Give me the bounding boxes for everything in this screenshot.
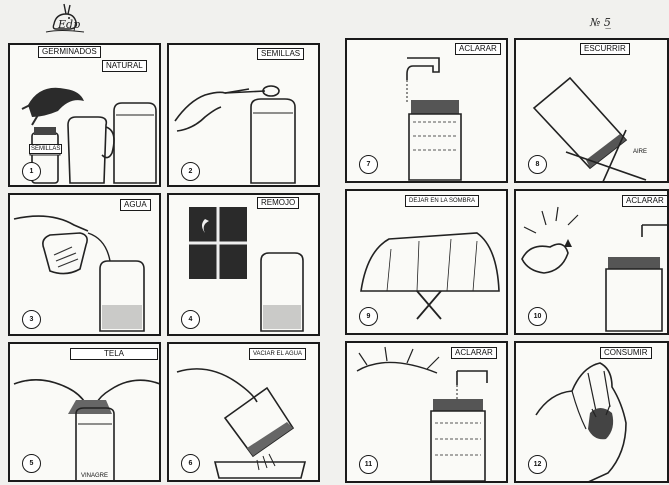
step-6-label: VACIAR EL AGUA xyxy=(249,348,306,360)
step-panel-6 xyxy=(167,342,320,482)
step-12-number: 12 xyxy=(528,455,547,474)
step-8-number: 8 xyxy=(528,155,547,174)
step-10-label: ACLARAR xyxy=(622,195,668,207)
header-right-mark: № 5̲ xyxy=(590,16,611,29)
step-panel-1 xyxy=(8,43,161,187)
step-2-label: SEMILLAS xyxy=(257,48,304,60)
step-5-label: TELA xyxy=(70,348,158,360)
step-9-number: 9 xyxy=(359,307,378,326)
step-panel-3 xyxy=(8,193,161,336)
step-10-number: 10 xyxy=(528,307,547,326)
step-4-label: REMOJO xyxy=(257,197,299,209)
step-5-jar-label: VINAGRE xyxy=(81,473,109,479)
step-1-jar-label: SEMILLAS xyxy=(31,146,61,152)
step-11-label: ACLARAR xyxy=(451,347,497,359)
step-4-number: 4 xyxy=(181,310,200,329)
step-panel-5 xyxy=(8,342,161,482)
step-panel-8 xyxy=(514,38,669,183)
step-panel-4 xyxy=(167,193,320,336)
step-panel-11 xyxy=(345,341,508,483)
step-3-number: 3 xyxy=(22,310,41,329)
step-panel-7 xyxy=(345,38,508,183)
step-panel-2 xyxy=(167,43,320,187)
step-6-number: 6 xyxy=(181,454,200,473)
step-panel-9 xyxy=(345,189,508,335)
step-8-label: ESCURRIR xyxy=(580,43,630,55)
step-panel-10 xyxy=(514,189,669,335)
step-11-number: 11 xyxy=(359,455,378,474)
step-1-number: 1 xyxy=(22,162,41,181)
step-12-label: CONSUMIR xyxy=(600,347,652,359)
step-5-number: 5 xyxy=(22,454,41,473)
header-left-mark: Edp xyxy=(58,18,81,31)
step-2-number: 2 xyxy=(181,162,200,181)
step-8-caption: AIRE xyxy=(633,149,648,155)
step-9-label: DEJAR EN LA SOMBRA xyxy=(405,195,479,207)
step-1-sublabel: NATURAL xyxy=(102,60,147,72)
step-7-number: 7 xyxy=(359,155,378,174)
step-7-label: ACLARAR xyxy=(455,43,501,55)
step-panel-12 xyxy=(514,341,669,483)
step-1-label: GERMINADOS xyxy=(38,46,101,58)
step-3-label: AGUA xyxy=(120,199,151,211)
